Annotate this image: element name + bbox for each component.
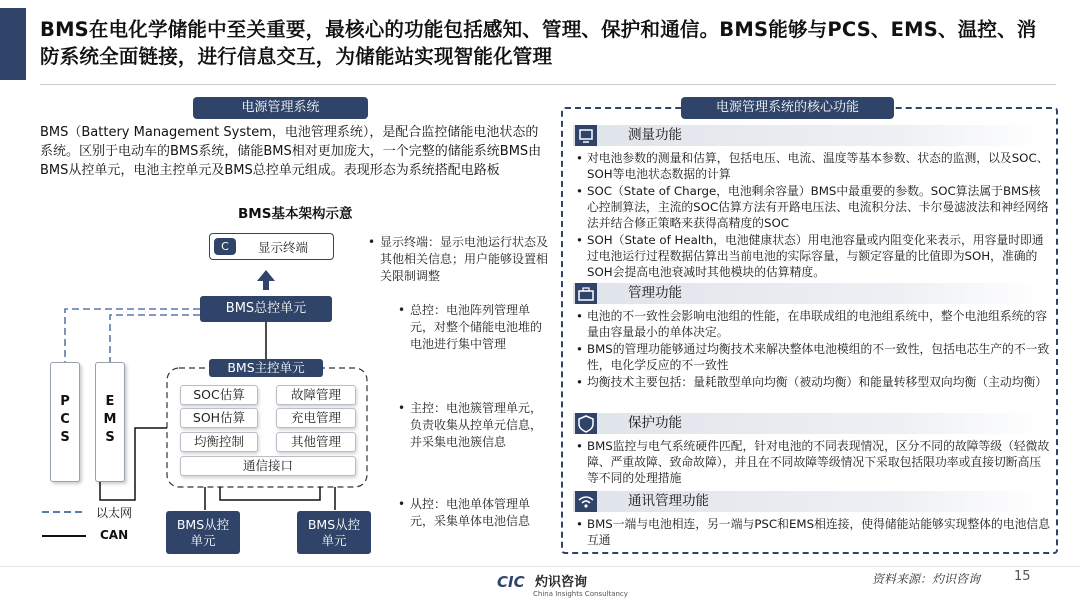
bms-slave-unit-1-label: BMS从控单元 <box>176 517 230 548</box>
note-bullet: • <box>398 401 406 415</box>
module-label: 通信接口 <box>242 458 293 473</box>
note-master-text: 总控：电池阵列管理单元，对整个储能电池堆的电池进行集中管理 <box>410 303 543 351</box>
bullet-item: • BMS的管理功能够通过均衡技术来解决整体电池模组的不一致性，包括电芯生产的不一致性，电化学反应的不一致性 <box>576 341 1052 373</box>
section-title-communication: 通讯管理功能 <box>628 493 709 509</box>
ems-box <box>95 362 125 482</box>
section-bullets-communication <box>576 516 1052 549</box>
brand-logo-mark: CIC <box>497 573 525 591</box>
ethernet-to-ems <box>110 315 200 362</box>
section-title-protection: 保护功能 <box>628 415 682 431</box>
module-soc-estimation <box>180 385 258 405</box>
diagram-title: BMS基本架构示意 <box>238 206 353 222</box>
legend-can-label: CAN <box>100 528 129 542</box>
module-label: 均衡控制 <box>193 434 244 449</box>
bms-master-unit <box>200 296 332 322</box>
note-display-text: 显示终端：显示电池运行状态及其他相关信息；用户能够设置相关限制调整 <box>380 235 549 283</box>
section-title-measurement: 测量功能 <box>628 127 682 143</box>
bms-slave-unit-2-label: BMS从控单元 <box>307 517 361 548</box>
module-label: SOH估算 <box>192 410 246 425</box>
bullet-item: • BMS一端与电池相连，另一端与PSC和EMS相连接，使得储能站能够实现整体的电池信息互通 <box>576 516 1052 548</box>
source-note: 资料来源：灼识咨询 <box>872 572 981 586</box>
toolbox-icon <box>575 283 597 304</box>
note-bullet: • <box>398 303 406 317</box>
bms-intro-text: BMS（Battery Management System，电池管理系统），是配合监控储能电池状态的系统。区别于电动车的BMS系统，储能BMS相对更加庞大，一个完整的储能系统BMS由BMS从控单元，电池主控单元及BMS总控单元组成。表现形态为系统搭配电路板 <box>40 125 542 178</box>
note-slave-text: 从控：电池单体管理单元，采集单体电池信息 <box>410 497 531 528</box>
bullet-item: • 对电池参数的测量和估算，包括电压、电流、温度等基本参数、状态的监测，以及SOC、SOH等电池状态数据的计算 <box>576 150 1052 182</box>
bms-master-unit-label: BMS总控单元 <box>225 301 307 316</box>
module-other-management <box>276 432 356 452</box>
note-main <box>398 400 548 451</box>
bullet-item: • BMS监控与电气系统硬件匹配，针对电池的不同表现情况，区分不同的故障等级（轻微故障、严重故障、致命故障），并且在不同故障等级情况下采取包括限功率或直接切断高压等不同的处理措施 <box>576 438 1052 486</box>
right-header <box>681 97 894 119</box>
note-bullet: • <box>368 235 376 249</box>
module-label: SOC估算 <box>193 387 245 402</box>
legend-ethernet-label: 以太网 <box>96 506 133 520</box>
right-header-label: 电源管理系统的核心功能 <box>715 100 859 115</box>
bullet-item: • SOH（State of Health，电池健康状态）用电池容量或内阻变化来表示，用容量时即通过电池运行过程数据估算出当前电池的实际容量，与额定容量的比值即为SOH，准确的SOH会提高电池衰减时其他模块的估算精度。 <box>576 232 1052 280</box>
note-bullet: • <box>398 497 406 511</box>
page-number: 15 <box>1014 569 1031 584</box>
brand-logo-text: 灼识咨询 <box>535 575 588 590</box>
module-soh-estimation <box>180 408 258 428</box>
module-charge-management <box>276 408 356 428</box>
shield-icon <box>575 413 597 434</box>
module-balance-control <box>180 432 258 452</box>
bms-main-unit <box>209 359 323 377</box>
note-master <box>398 302 548 353</box>
page-title: BMS在电化学储能中至关重要，最核心的功能包括感知、管理、保护和通信。BMS能够与PCS、EMS、温控、消防系统全面链接，进行信息交互，为储能站实现智能化管理 <box>40 18 1037 68</box>
pcs-box <box>50 362 80 482</box>
note-display <box>368 234 548 285</box>
pcs-letter: S <box>60 430 70 445</box>
monitor-icon <box>575 125 597 146</box>
module-comm-interface <box>180 456 356 476</box>
bms-main-unit-label: BMS主控单元 <box>227 360 305 375</box>
bullet-item: • SOC（State of Charge，电池剩余容量）BMS中最重要的参数。SOC算法属于BMS核心控制算法，主流的SOC估算方法有开路电压法、电流积分法、卡尔曼滤波法和神经网络法并结合修正策略来获得高精度的SOC <box>576 183 1052 231</box>
bullet-item: • 电池的不一致性会影响电池组的性能，在串联成组的电池组系统中，整个电池组系统的容量由容量最小的单体决定。 <box>576 308 1052 340</box>
section-bullets-protection <box>576 438 1052 487</box>
display-terminal-icon: C <box>214 238 236 255</box>
section-bullets-measurement <box>576 150 1052 281</box>
module-label: 充电管理 <box>290 410 341 425</box>
pcs-letter: C <box>60 412 70 427</box>
module-label: 其他管理 <box>290 434 341 449</box>
ems-letter: S <box>105 430 115 445</box>
brand-logo-subtext: China Insights Consultancy <box>533 590 628 598</box>
bms-slave-unit-2 <box>297 511 371 554</box>
module-label: 故障管理 <box>290 387 341 402</box>
arrow-head-display <box>257 270 275 281</box>
ethernet-to-pcs <box>65 309 200 362</box>
note-main-text: 主控：电池簇管理单元，负责收集从控单元信息，并采集电池簇信息 <box>410 401 543 449</box>
left-header-label: 电源管理系统 <box>241 100 320 115</box>
module-fault-management <box>276 385 356 405</box>
ems-letter: M <box>103 412 117 427</box>
section-title-management: 管理功能 <box>628 285 682 301</box>
note-slave <box>398 496 548 530</box>
bullet-item: • 均衡技术主要包括：量耗散型单向均衡（被动均衡）和能量转移型双向均衡（主动均衡） <box>576 374 1052 390</box>
footer-divider <box>0 566 1080 567</box>
pcs-letter: P <box>60 394 70 409</box>
can-slave-bus <box>220 487 320 500</box>
ems-letter: E <box>105 394 115 409</box>
bms-slave-unit-1 <box>166 511 240 554</box>
section-bullets-management <box>576 308 1052 391</box>
display-terminal-label: 显示终端 <box>258 240 309 255</box>
wifi-icon <box>575 491 597 512</box>
